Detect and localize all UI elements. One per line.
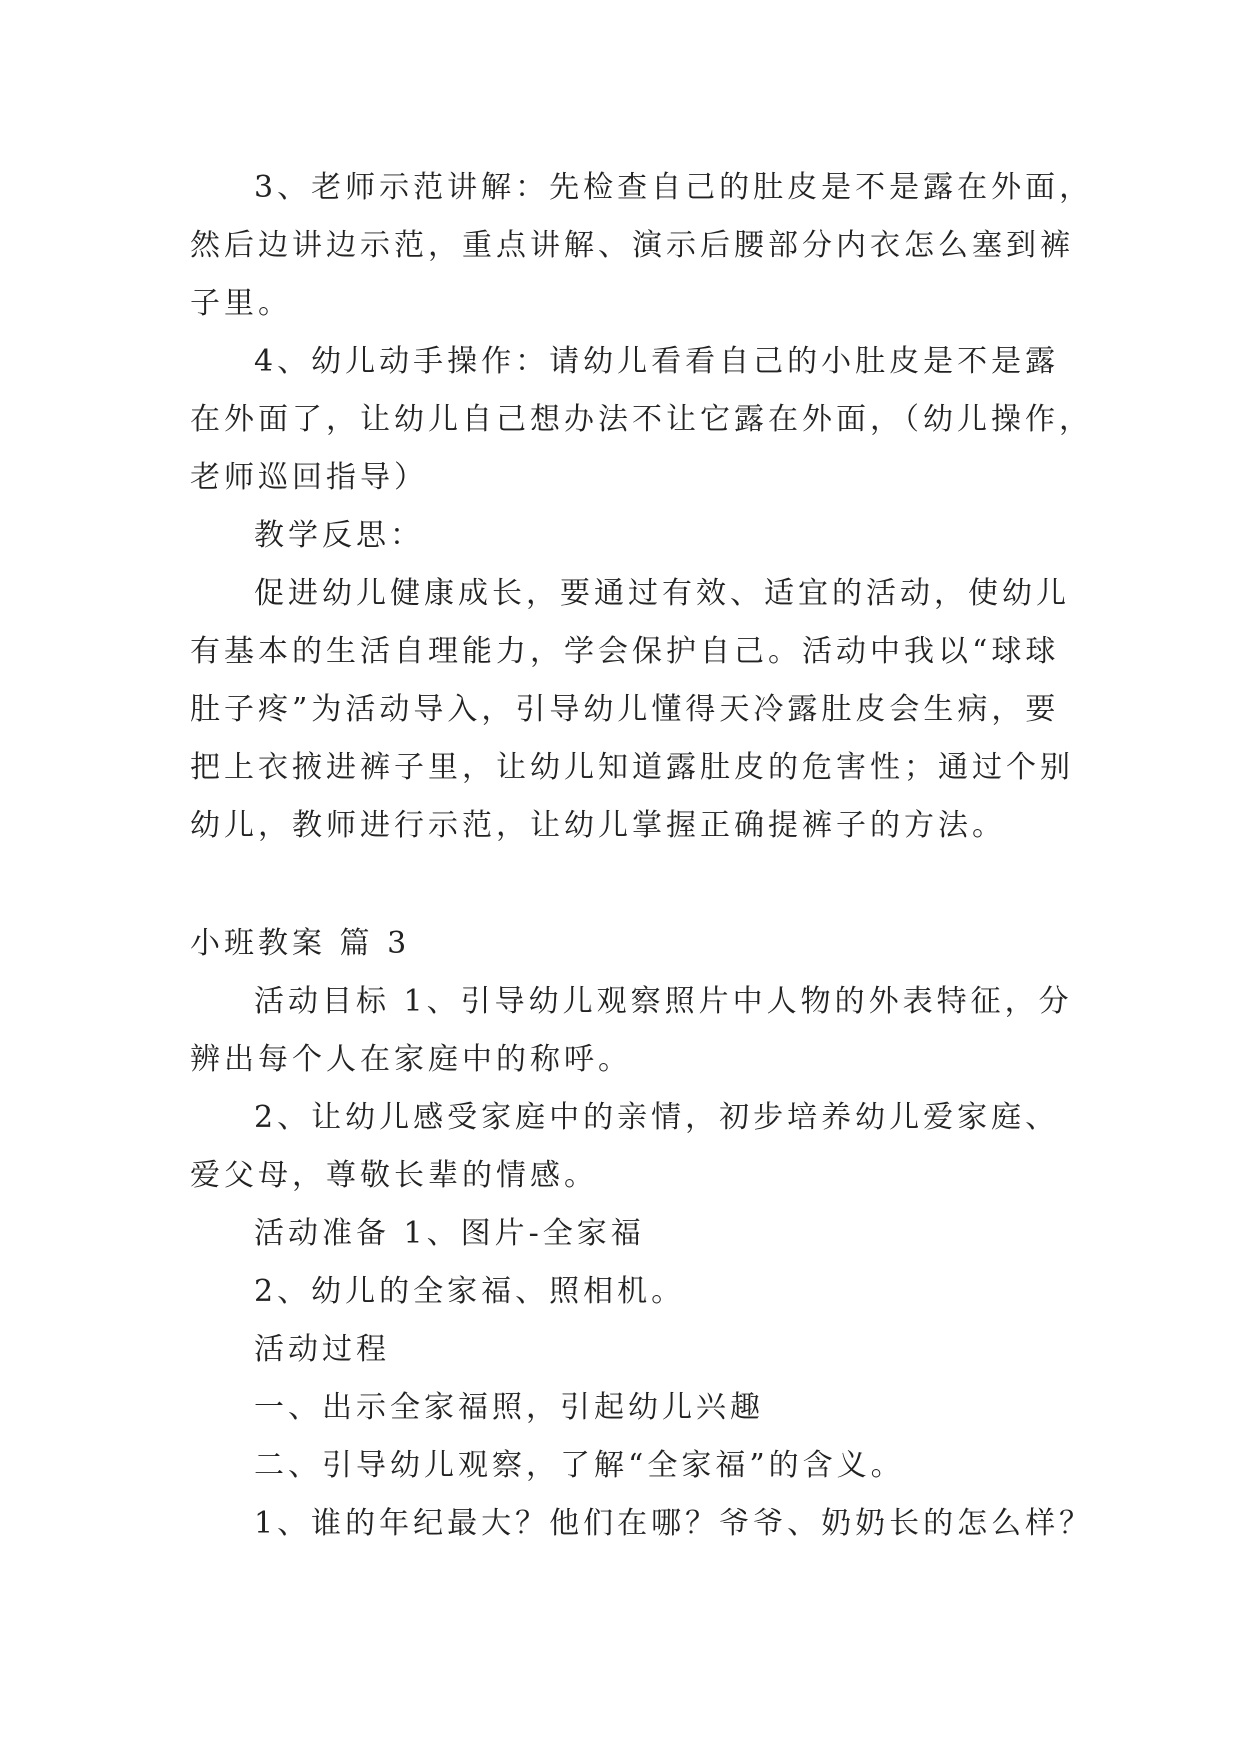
text-line: 活动准备 1、图片-全家福	[254, 1216, 645, 1251]
text-line: 2、让幼儿感受家庭中的亲情，初步培养幼儿爱家庭、	[254, 1100, 1060, 1135]
text-line: 一、出示全家福照，引起幼儿兴趣	[254, 1390, 764, 1425]
text-line: 子里。	[190, 286, 292, 321]
article-title: 小班教案 篇 3	[190, 926, 411, 961]
text-line: 老师巡回指导）	[190, 460, 428, 495]
text-line: 促进幼儿健康成长，要通过有效、适宜的活动，使幼儿	[254, 576, 1070, 611]
text-line: 幼儿，教师进行示范，让幼儿掌握正确提裤子的方法。	[190, 808, 1006, 843]
text-line: 爱父母，尊敬长辈的情感。	[190, 1158, 598, 1193]
text-line: 有基本的生活自理能力，学会保护自己。活动中我以“球球	[190, 634, 1060, 669]
text-line: 然后边讲边示范，重点讲解、演示后腰部分内衣怎么塞到裤	[190, 228, 1074, 263]
text-line: 辨出每个人在家庭中的称呼。	[190, 1042, 632, 1077]
text-line: 活动目标 1、引导幼儿观察照片中人物的外表特征，分	[254, 984, 1073, 1019]
text-line: 二、引导幼儿观察，了解“全家福”的含义。	[254, 1448, 905, 1483]
text-line: 肚子疼”为活动导入，引导幼儿懂得天冷露肚皮会生病，要	[190, 692, 1060, 727]
section-heading: 活动过程	[254, 1332, 390, 1367]
section-heading: 教学反思：	[254, 518, 424, 553]
text-line: 2、幼儿的全家福、照相机。	[254, 1274, 686, 1309]
text-line: 在外面了，让幼儿自己想办法不让它露在外面，（幼儿操作，	[190, 402, 1093, 437]
text-line: 4、幼儿动手操作：请幼儿看看自己的小肚皮是不是露	[254, 344, 1060, 379]
text-line: 1、谁的年纪最大？他们在哪？爷爷、奶奶长的怎么样？	[254, 1506, 1094, 1541]
text-line: 3、老师示范讲解：先检查自己的肚皮是不是露在外面，	[254, 170, 1094, 205]
text-line: 把上衣掖进裤子里，让幼儿知道露肚皮的危害性；通过个别	[190, 750, 1074, 785]
